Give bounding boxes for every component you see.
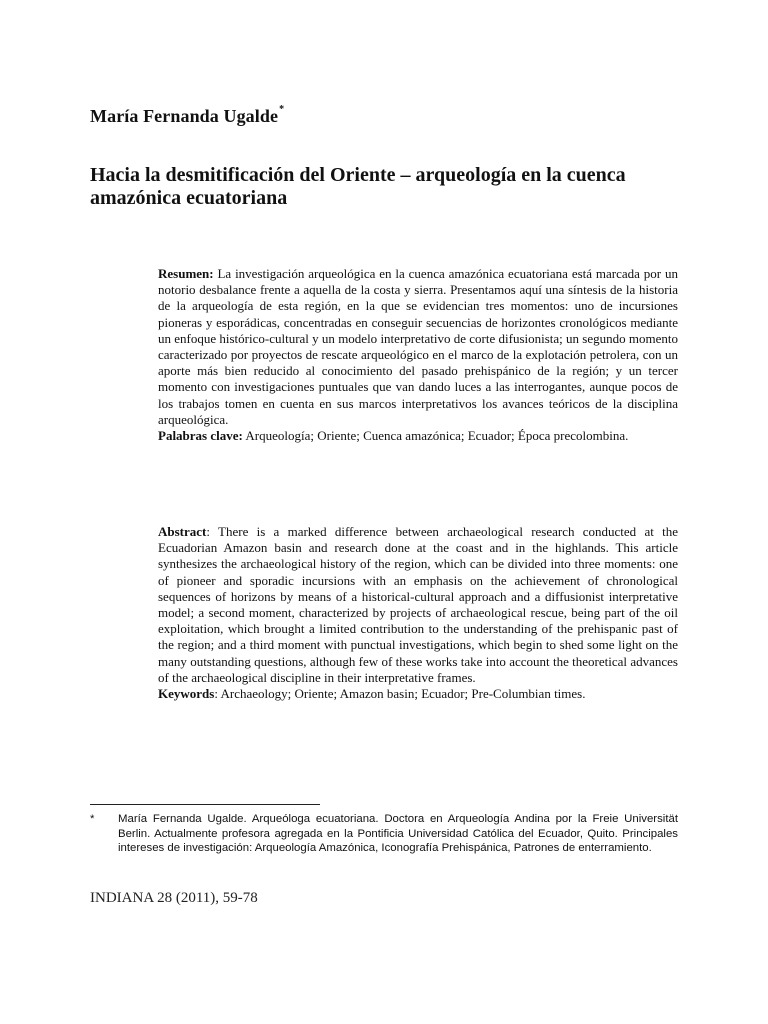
resumen-text: La investigación arqueológica en la cuenca amazónica ecuatoriana está marcada por un notorio desbalance frente a aquella de la costa y sierra. Presentamos aquí una síntesis de la historia de la arqueología de esta región, en la que se evidencian tres momentos: uno de incursiones pioneras y esporádicas, concentradas en conseguir secuencias de horizontes cronológicos mediante un enfoque histórico-cultural y un modelo interpretativo de corte difusionista; un segundo momento caracterizado por proyectos de rescate arqueológico en el marco de la explotación petrolera, con un aporte más bien reducido al conocimiento del pasado prehispánico de la región; y un tercer momento con investigaciones puntuales que van dando luces a las interrogantes, aunque pocos de los trabajos tomen en cuenta en sus marcos interpretativos los avances teóricos de la disciplina arqueológica. (158, 266, 678, 427)
keywords-text: : Archaeology; Oriente; Amazon basin; Ecuador; Pre-Columbian times. (214, 686, 586, 702)
author-name-text: María Fernanda Ugalde (90, 106, 279, 126)
journal-reference: INDIANA 28 (2011), 59-78 (90, 890, 258, 906)
palabras-clave-label: Palabras clave: (158, 428, 243, 444)
abstract-text: : There is a marked difference between archaeological research conducted at the Ecuadorian Amazon basin and research done at the coast and in the highlands. This article synthesizes the archaeological history of the region, which can be divided into three moments: one of pioneer and sporadic incursions with an emphasis on the achievement of chronological sequences of horizons by means of a historical-cultural approach and a diffusionist interpretative model; a second moment, characterized by projects of archaeological rescue, being part of the oil exploitation, which brought a limited contribution to the understanding of the prehispanic past of the region; and a third moment with punctual investigations, which begin to shed some light on the many outstanding questions, although few of these works take into account the theoretical advances of the archaeological discipline in their interpretative frames. (158, 524, 678, 685)
author-name (90, 106, 284, 127)
resumen-section (158, 266, 678, 444)
author-footnote-mark: * (279, 104, 285, 115)
abstract-label: Abstract (158, 524, 207, 539)
palabras-clave-paragraph (158, 428, 678, 444)
keywords-paragraph (158, 686, 678, 702)
abstract-paragraph (158, 524, 678, 686)
resumen-paragraph (158, 266, 678, 428)
resumen-label: Resumen: (158, 266, 214, 281)
palabras-clave-text: Arqueología; Oriente; Cuenca amazónica; Ecuador; Época precolombina. (245, 428, 629, 444)
footnote-text: María Fernanda Ugalde. Arqueóloga ecuatoriana. Doctora en Arqueología Andina por la Freie Universität Berlin. Actualmente profesora agregada en la Pontificia Universidad Católica del Ecuador, Quito. Principales intereses de investigación: Arqueología Amazónica, Iconografía Prehispánica, Patrones de enterramiento. (118, 813, 678, 855)
footnote-mark: * (90, 813, 95, 825)
footnote-separator (90, 804, 320, 805)
keywords-label: Keywords (158, 686, 215, 702)
abstract-section (158, 524, 678, 702)
article-title: Hacia la desmitificación del Oriente – arqueología en la cuenca amazónica ecuatoriana (90, 164, 626, 209)
author-footnote (90, 812, 678, 856)
